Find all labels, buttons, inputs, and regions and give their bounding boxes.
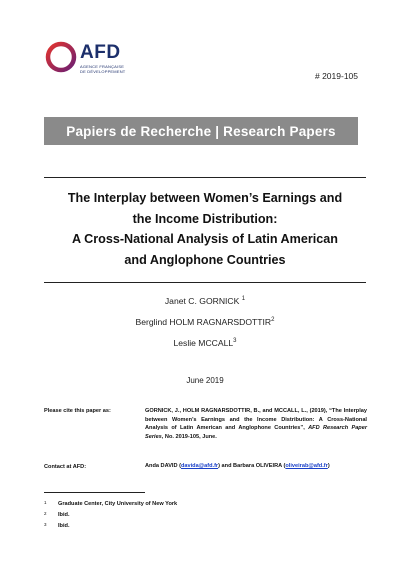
footnote-number: 3 xyxy=(44,522,47,527)
footnote-rule xyxy=(44,492,145,493)
citation-series: AFD Research Paper Series xyxy=(145,425,368,440)
contact-label: Contact at AFD: xyxy=(44,464,87,470)
footnote xyxy=(44,500,177,507)
afd-logo xyxy=(44,40,164,80)
logo-subtitle-line-1: AGENCE FRANÇAISE xyxy=(80,64,125,69)
paper-number: # 2019-105 xyxy=(314,71,358,81)
logo-brand-text: AFD xyxy=(80,42,121,63)
contact-person-1: Anda DAVID ( xyxy=(145,463,181,469)
footnote xyxy=(44,522,70,529)
citation-main: GORNICK, J., HOLM RAGNARSDOTTIR, B., and MCCALL, L., (2019), “The Interplay between Women’s Earnings and the Income Distribution: A Cross-National Analysis of Latin American and Anglophone Countries”, xyxy=(145,408,367,432)
publication-date: June 2019 xyxy=(186,376,224,385)
author-footnote-mark: 2 xyxy=(271,317,275,324)
contact-text xyxy=(145,463,330,469)
contact-email-david-link[interactable]: davida@afd.fr xyxy=(180,463,219,469)
title-line: A Cross-National Analysis of Latin American xyxy=(72,232,338,246)
contact-person-2: ) and Barbara OLIVEIRA ( xyxy=(218,463,286,469)
footnote-number: 2 xyxy=(44,511,47,516)
title-rule-top xyxy=(44,177,366,178)
author-name: Janet C. GORNICK xyxy=(164,296,240,306)
footnote-text: Graduate Center, City University of New York xyxy=(58,501,178,507)
citation-end: , No. 2019-105, June. xyxy=(161,433,217,440)
author-footnote-mark: 1 xyxy=(241,296,246,303)
author xyxy=(44,317,366,327)
title-line: the Income Distribution: xyxy=(132,211,278,226)
title-line: The Interplay between Women’s Earnings and xyxy=(67,191,343,205)
footnote-text: Ibid. xyxy=(58,523,70,529)
footnote xyxy=(44,511,70,518)
contact-close: ) xyxy=(327,463,330,469)
author-name: Leslie MCCALL xyxy=(173,338,234,348)
logo-subtitle-line-2: DE DÉVELOPPEMENT xyxy=(80,69,126,74)
citation-label: Please cite this paper as: xyxy=(44,408,111,414)
author-name: Berglind HOLM RAGNARSDOTTIR xyxy=(135,317,272,327)
title-line: and Anglophone Countries xyxy=(124,252,286,267)
title-rule-bottom xyxy=(44,282,366,283)
citation-text xyxy=(145,407,367,441)
footnote-text: Ibid. xyxy=(58,512,70,518)
paper-title xyxy=(44,188,366,270)
author-footnote-mark: 3 xyxy=(233,338,237,345)
footnote-number: 1 xyxy=(44,500,47,505)
series-banner: Papiers de Recherche | Research Papers xyxy=(44,117,358,145)
author xyxy=(44,338,366,348)
afd-ring-icon xyxy=(44,40,78,74)
author xyxy=(44,296,366,306)
contact-email-oliveira-link[interactable]: oliveirab@afd.fr xyxy=(285,463,328,469)
